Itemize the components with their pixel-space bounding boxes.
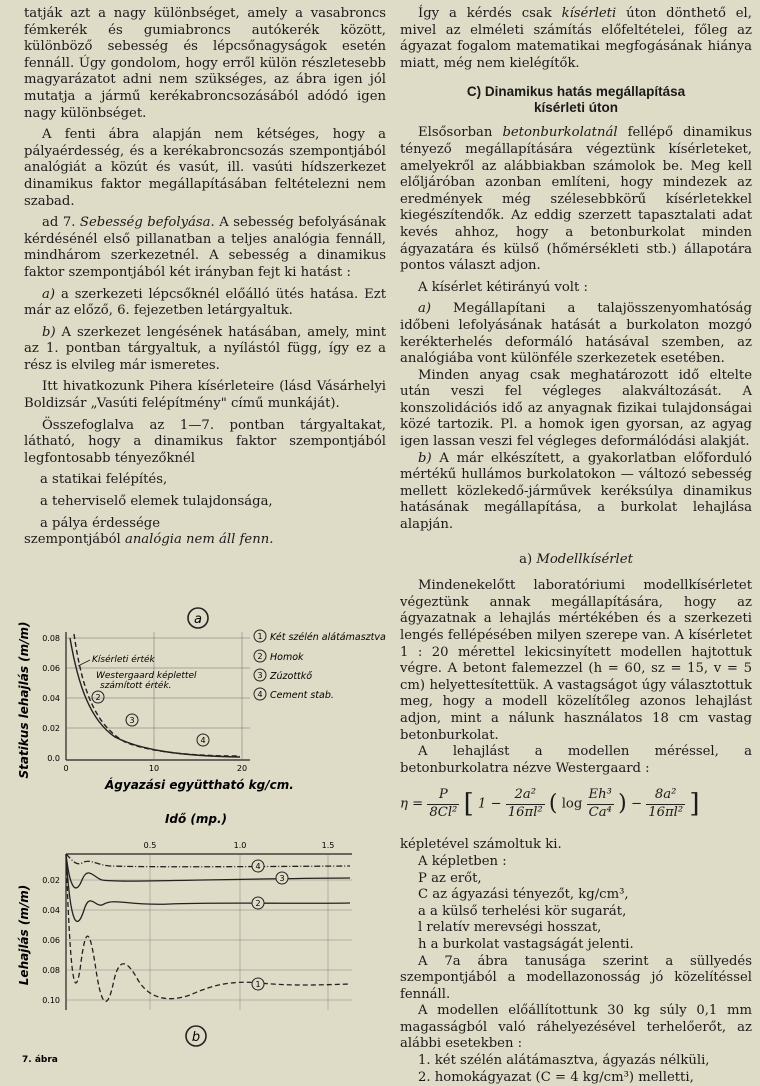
legend-num: 3 xyxy=(257,671,263,680)
figure-7a-ytick: 0.04 xyxy=(42,694,60,703)
formula-fraction xyxy=(506,787,545,821)
westergaard-formula xyxy=(400,787,752,827)
analogy-conclusion: analógia nem áll fenn. xyxy=(124,532,274,548)
figure-7a-leader xyxy=(78,660,90,666)
formula-denominator: 16πl² xyxy=(507,804,543,820)
formula-fraction xyxy=(587,787,614,821)
figure-7a-point-markers xyxy=(92,691,209,746)
formula-one: 1 − xyxy=(477,796,502,812)
left-column xyxy=(24,6,386,549)
figure-7a-xticks xyxy=(63,764,247,773)
right-list-item-2: 2. homokágyazat (C = 4 kg/cm³) melletti, xyxy=(418,1069,694,1085)
figure-7a-point-label: 4 xyxy=(200,736,206,745)
right-paragraph-3: A kísérlet kétirányú volt : xyxy=(418,279,588,295)
figure-7b-ytick: 0.04 xyxy=(42,906,60,915)
right-paragraph-4: Minden anyag csak meghatározott idő eltelte után veszi fel végleges alakváltozását. A konszolidációs idő az anyagnak fizikai tulajdonságai közé tartozik. Pl. a homok igen gyorsan, az agyag igen lassan veszi fel végleges deformálódási alakját. xyxy=(400,367,752,450)
right-paragraph-2-emph: betonburkolatnál xyxy=(502,125,618,141)
right-item-a-text: Megállapítani a talajösszenyomhatóság időbeni lefolyásának hatását a burkolaton mozgó kerékterhelés deformáló hatásával szemben, az analógiába vont különféle szerkezetek esetében. xyxy=(400,301,752,367)
figure-7b-curve-label: 1 xyxy=(255,980,261,989)
figure-7a-point-label: 2 xyxy=(95,693,101,702)
left-paragraph-5: Összefoglalva az 1—7. pontban tárgyaltakat, látható, hogy a dinamikus faktor szempontjából legfontosabb tényezőknél xyxy=(24,417,386,466)
right-item-b-text: A már elkészített, a gyakorlatban előforduló mértékű hullámos burkolatokon — változó sebesség mellett közlekedő-járművek keréksúlya dinamikus hatásának megállapítása, a burkolat lehajlása alapján. xyxy=(400,450,752,533)
item-b-label: b) xyxy=(42,324,56,340)
right-paragraph-2-text: fellépő dinamikus tényező megállapítására végeztünk kísérleteket, amelyekről az alábbiakban számolok be. Meg kell előljáróban azonban említeni, hogy mindezek az eredmények még szélesebbkörű kísérletekkel kiegészítendők. Az eddig szerzett tapasztalati adat kevés ahhoz, hogy a betonburkolat minden ágyazatára és külső (hőmérsékleti stb.) állapotára pontos választ adjon. xyxy=(400,125,752,274)
figure-7b-curve-3 xyxy=(66,854,350,888)
left-paragraph-4: Itt hivatkozunk Pihera kísérleteire (lásd Vásárhelyi Boldizsár „Vasúti felépítmény" című munkáját). xyxy=(24,379,386,412)
section-c-title-line-1: C) Dinamikus hatás megállapítása xyxy=(466,84,686,100)
subsection-label: a) xyxy=(519,551,533,567)
left-item-b xyxy=(24,325,386,375)
figure-7a-ytick: 0.06 xyxy=(42,664,60,673)
right-paragraph-1 xyxy=(400,6,752,72)
right-paragraph-7: képletével számoltuk ki. xyxy=(400,837,562,853)
figure-7a-annotation-westergaard-1: Westergaard képlettel xyxy=(96,671,197,681)
right-list-item-1: 1. két szélén alátámasztva, ágyazás nélküli, xyxy=(418,1053,710,1069)
symbol-definition: a a külső terhelési kör sugarát, xyxy=(418,903,627,919)
symbol-definition: C az ágyazási tényezőt, kg/cm³, xyxy=(418,887,629,903)
figure-7b-ytick: 0.10 xyxy=(42,996,60,1005)
figure-7a-ylabel: Statikus lehajlás (m/m) xyxy=(17,621,31,779)
figure-7a-ytick: 0.08 xyxy=(42,634,60,643)
figure-7a-point-label: 3 xyxy=(129,716,135,725)
formula-numerator: 8a² xyxy=(646,787,685,805)
formula-fraction xyxy=(646,787,685,821)
right-paragraph-9: A 7a ábra tanusága szerint a süllyedés szempontjából a modellazonosság jó közelítéssel fennáll. xyxy=(400,953,752,1002)
figure-7b-ytick: 0.06 xyxy=(42,936,60,945)
symbol-definition: h a burkolat vastagságát jelenti. xyxy=(418,936,634,952)
figure-7b-xtick: 0.5 xyxy=(143,841,157,850)
figure-7b-curve-1 xyxy=(66,854,350,1001)
subsection-heading xyxy=(400,552,752,569)
left-paragraph-3-text: A sebesség befolyásának kérdésénél első pillanatban a teljes analógia fennáll, mindhárom szerkezetnél. A sebesség a dinamikus faktor szempontjából két irányban fejt ki hatást : xyxy=(24,215,386,280)
right-paragraph-1-lead: Így a kérdés csak xyxy=(418,6,552,21)
formula-denominator: Ca⁴ xyxy=(588,804,612,820)
formula-paren-open: ( xyxy=(548,791,558,817)
formula-paren-close: ) xyxy=(618,791,627,817)
left-list-item-1: a statikai felépítés, xyxy=(40,472,168,488)
subsection-title: Modellkísérlet xyxy=(536,551,633,567)
formula-denominator: 8Cl² xyxy=(429,804,458,820)
right-paragraph-2-lead: Elsősorban xyxy=(418,125,493,141)
figure-7b-xtick: 1.0 xyxy=(233,841,247,850)
formula-log: log xyxy=(561,796,583,812)
right-item-b-label: b) xyxy=(418,450,432,466)
legend-label: Két szélén alátámasztva xyxy=(270,632,386,643)
right-item-a xyxy=(400,301,752,367)
legend-num: 1 xyxy=(257,632,263,641)
figure-7a-legend xyxy=(254,630,386,701)
symbol-definition: l relatív merevségi hosszat, xyxy=(418,920,602,936)
figure-7a-grid xyxy=(66,632,250,760)
right-paragraph-1-text: úton dönthető el, mivel az elméleti számítás előfeltételei, főleg az ágyazat fogalom matematikai megfogásának hiánya miatt, még nem kielégítők. xyxy=(400,6,752,71)
right-item-b xyxy=(400,451,752,534)
figure-7b xyxy=(17,812,352,1046)
right-paragraph-2 xyxy=(400,125,752,274)
figure-7b-badge: b xyxy=(191,1030,201,1045)
left-paragraph-3 xyxy=(24,215,386,281)
figure-7a-yticks xyxy=(42,634,60,763)
figure-7a-annotation-westergaard-2: számított érték. xyxy=(100,681,172,691)
legend-label: Cement stab. xyxy=(270,690,334,701)
item-a-label: a) xyxy=(42,286,56,302)
figure-7a-annotation-experimental: Kísérleti érték xyxy=(92,655,155,665)
figure-7b-curve-label: 4 xyxy=(255,862,261,871)
figure-7a-badge: a xyxy=(194,612,202,627)
item-a-text: a szerkezeti lépcsőknél előálló ütés hatása. Ezt már az előző, 6. fejezetben letárgyaltuk. xyxy=(24,286,386,319)
item-b-text: A szerkezet lengésének hatásában, amely, mint az 1. pontban tárgyaltuk, a nyílástól függ, így ez a rész is elvileg már ismeretes. xyxy=(24,324,386,373)
figure-7b-xtick: 1.5 xyxy=(321,841,335,850)
legend-num: 4 xyxy=(257,690,263,699)
figure-7a-xtick: 10 xyxy=(148,764,160,773)
right-paragraph-8: A képletben : xyxy=(418,853,507,869)
figure-7b-ytick: 0.02 xyxy=(42,876,60,885)
right-paragraph-10: A modellen előállítottunk 30 kg súly 0,1 mm magasságból való ráhelyezésével terhelőerőt, az alábbi esetekben : xyxy=(400,1003,752,1052)
symbol-definition: P az erőt, xyxy=(418,870,482,886)
figure-7 xyxy=(0,590,392,1075)
figure-7a xyxy=(17,608,386,792)
figure-7b-curve-label: 2 xyxy=(255,899,261,908)
right-paragraph-6: A lehajlást a modellen méréssel, a betonburkolatra nézve Westergaard : xyxy=(400,744,752,776)
legend-label: Zúzottkő xyxy=(270,671,313,682)
figure-7b-curve-2 xyxy=(66,854,350,921)
figure-7b-curve-4 xyxy=(66,854,350,867)
figure-7b-time-label: Idő (mp.) xyxy=(164,812,228,826)
formula-numerator: 2a² xyxy=(506,787,545,805)
formula-denominator: 16πl² xyxy=(648,804,684,820)
figure-7b-ylabel: Lehajlás (m/m) xyxy=(17,884,31,986)
figure-7a-xlabel: Ágyazási együttható kg/cm. xyxy=(105,778,294,792)
right-paragraph-1-emph: kísérleti xyxy=(561,6,617,21)
formula-eta: η = xyxy=(400,796,424,812)
left-paragraph-6 xyxy=(24,532,386,549)
formula-minus: − xyxy=(630,796,643,812)
figure-7a-xtick: 0 xyxy=(63,764,69,773)
right-item-a-label: a) xyxy=(418,301,432,317)
right-column xyxy=(400,6,752,1086)
section-ref: ad 7. xyxy=(42,215,76,231)
left-paragraph-2: A fenti ábra alapján nem kétséges, hogy a pályaérdesség, és a kerékabroncsozás szempontjából analógiát a közút és vasút, ill. vasúti hídszerkezet dinamikus faktor megállapításában feltételezni nem szabad. xyxy=(24,127,386,209)
figure-7a-xtick: 20 xyxy=(236,764,248,773)
formula-numerator: P xyxy=(427,787,459,805)
left-item-a xyxy=(24,287,386,320)
section-heading-speed: Sebesség befolyása. xyxy=(79,215,215,231)
formula-numerator: Eh³ xyxy=(587,787,614,805)
figure-7b-ytick: 0.08 xyxy=(42,966,60,975)
section-c-heading xyxy=(400,84,752,116)
left-list-item-2: a teherviselő elemek tulajdonsága, xyxy=(40,494,273,510)
figure-7b-grid xyxy=(66,854,352,1010)
legend-label: Homok xyxy=(270,652,304,663)
section-c-title-line-2: kísérleti úton xyxy=(533,100,619,116)
formula-bracket-close: ] xyxy=(689,789,700,820)
legend-num: 2 xyxy=(257,652,263,661)
figure-7a-ytick: 0.0 xyxy=(47,754,60,763)
right-paragraph-5: Mindenekelőtt laboratóriumi modellkísérletet végeztünk annak megállapítására, hogy az ágyazatnak a lehajlás mértékében és a szerkezeti lengés fellépésében milyen szerepe van. A kísérletet 1 : 20 mérettel lekicsinyített modellen hajtottuk végre. A betont falemezzel (h = 60, sz = 15, v = 5 cm) helyettesítettük. A vastagságot úgy választottuk meg, hogy a modell közelítőleg azonos lehajlást adjon, mint a nálunk használatos 18 cm vastag betonburkolat. xyxy=(400,578,752,743)
figure-caption: 7. ábra xyxy=(22,1055,58,1065)
figure-7a-ytick: 0.02 xyxy=(42,724,60,733)
left-paragraph-6-text: szempontjából xyxy=(24,532,121,548)
left-list-item-3: a pálya érdessége xyxy=(40,515,161,531)
left-paragraph-1: tatják azt a nagy különbséget, amely a vasabroncs fémkerék és gumiabroncs autókerék között, különböző sebesség és lépcsőnagyságok esetén fennáll. Úgy gondolom, hogy erről külön részletesebb magyarázatot adni nem szükséges, az ábra igen jól mutatja a jármű kerékabroncsozásából adódó igen nagy különbséget. xyxy=(24,6,386,121)
figure-7b-curve-label: 3 xyxy=(279,874,285,883)
formula-bracket-open: [ xyxy=(463,789,474,820)
formula-fraction xyxy=(427,787,459,821)
